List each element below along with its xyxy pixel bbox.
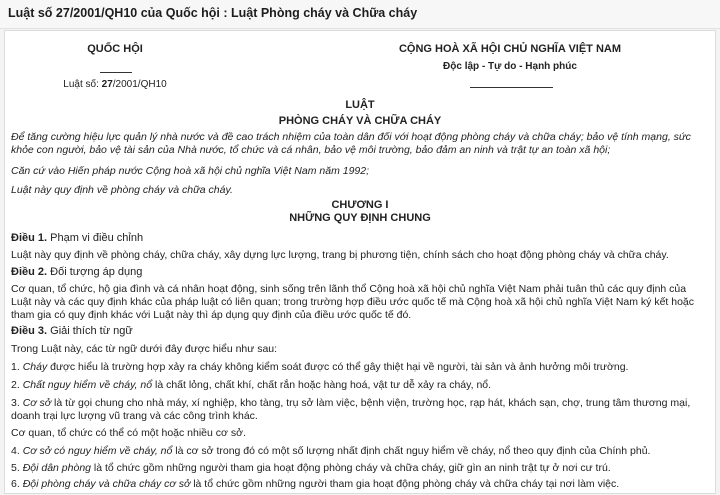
definition-5-term: Đội dân phòng	[22, 462, 91, 474]
article-3-intro: Trong Luật này, các từ ngữ dưới đây được hiểu như sau:	[11, 343, 278, 355]
definition-4-term: Cơ sở có nguy hiểm về cháy, nổ	[22, 445, 173, 457]
definition-1-text: được hiểu là trường hợp xảy ra cháy không kiểm soát được có thể gây thiệt hại về người, tài sản và ảnh hưởng môi trường.	[47, 361, 629, 373]
document-body	[4, 30, 716, 494]
definition-4	[11, 445, 709, 458]
definition-3-text: là từ gọi chung cho nhà máy, xí nghiệp, kho tàng, trụ sở làm việc, bệnh viện, trường học, rạp hát, khách sạn, chợ, trung tâm thương mại, doanh trại lực lượng vũ trang và các công trình khác.	[11, 397, 691, 422]
national-motto: Độc lập - Tự do - Hạnh phúc	[443, 61, 577, 72]
definition-2	[11, 379, 709, 392]
preamble-scope: Luật này quy định về phòng cháy và chữa cháy.	[11, 184, 233, 196]
law-number-prefix: Luật số:	[63, 79, 102, 90]
definition-2-term: Chất nguy hiểm về cháy, nổ	[22, 379, 153, 391]
article-3-heading	[11, 325, 709, 338]
definition-1-number: 1.	[11, 361, 23, 373]
issuer-name: QUỐC HỘI	[87, 43, 143, 55]
definition-5-text: là tổ chức gồm những người tham gia hoạt động phòng cháy và chữa cháy, giữ gìn an ninh trật tự ở nơi cư trú.	[91, 462, 611, 474]
definition-1	[11, 361, 709, 374]
article-2-label: Điều 2.	[11, 266, 48, 278]
definition-5-number: 5.	[11, 462, 23, 474]
motto-underline	[470, 87, 553, 88]
doc-type: LUẬT	[345, 99, 375, 111]
preamble-basis: Căn cứ vào Hiến pháp nước Cộng hoà xã hội chủ nghĩa Việt Nam năm 1992;	[11, 165, 370, 177]
definition-3	[11, 397, 709, 423]
article-2-title: Đối tượng áp dụng	[47, 266, 143, 278]
doc-title: PHÒNG CHÁY VÀ CHỮA CHÁY	[278, 115, 442, 127]
article-3-label: Điều 3.	[11, 325, 48, 337]
definition-6-text: là tổ chức gồm những người tham gia hoạt động phòng cháy và chữa cháy tại nơi làm việc.	[190, 478, 620, 490]
article-3-title: Giải thích từ ngữ	[47, 325, 133, 337]
definition-4-number: 4.	[11, 445, 23, 457]
definition-3-note: Cơ quan, tổ chức có thể có một hoặc nhiều cơ sở.	[11, 427, 246, 439]
article-1-title: Phạm vi điều chỉnh	[47, 232, 144, 244]
definition-6-term: Đội phòng cháy và chữa cháy cơ sở	[22, 478, 191, 490]
preamble-purpose: Để tăng cường hiệu lực quản lý nhà nước và đề cao trách nhiệm của toàn dân đối với hoạt động phòng cháy và chữa cháy; bảo vệ tính mạng, sức khỏe con người, bảo vệ tài sản của Nhà nước, tổ chức và cá nhân, bảo vệ môi trường, bảo đảm an ninh và trật tự an toàn xã hội;	[11, 131, 691, 156]
country-name: CỘNG HOÀ XÃ HỘI CHỦ NGHĨA VIỆT NAM	[398, 43, 622, 55]
definition-6	[11, 478, 709, 491]
definition-4-text: là cơ sở trong đó có một số lượng nhất định chất nguy hiểm về cháy, nổ theo quy định của Chính phủ.	[172, 445, 651, 457]
article-1-label: Điều 1.	[11, 232, 48, 244]
article-1-heading	[11, 232, 709, 245]
article-2-heading	[11, 266, 709, 279]
definition-1-term: Cháy	[22, 361, 48, 373]
chapter-number: CHƯƠNG I	[331, 199, 389, 211]
definition-3-term: Cơ sở	[22, 397, 52, 409]
definition-5	[11, 462, 709, 475]
law-number-suffix: /2001/QH10	[112, 79, 167, 90]
law-number-bold: 27	[101, 79, 113, 90]
definition-2-text: là chất lỏng, chất khí, chất rắn hoặc hàng hoá, vật tư dễ xảy ra cháy, nổ.	[152, 379, 492, 391]
window-title: Luật số 27/2001/QH10 của Quốc hội : Luật Phòng cháy và Chữa cháy	[8, 6, 418, 20]
definition-2-number: 2.	[11, 379, 23, 391]
article-2-text: Cơ quan, tổ chức, hộ gia đình và cá nhân hoạt động, sinh sống trên lãnh thổ Cộng hoà xã hội chủ nghĩa Việt Nam phải tuân thủ các quy định của Luật này và các quy định khác của pháp luật có liên quan; trong trường hợp điều ước quốc tế mà Cộng hoà xã hội chủ nghĩa Việt Nam ký kết hoặc tham gia có quy định khác với Luật này thì áp dụng quy định của điều ước quốc tế đó.	[11, 283, 695, 321]
definition-6-number: 6.	[11, 478, 23, 490]
issuer-underline	[100, 72, 132, 73]
title-bar	[0, 0, 720, 29]
law-number	[25, 79, 205, 90]
article-1-text: Luật này quy định về phòng cháy, chữa cháy, xây dựng lực lượng, trang bị phương tiện, chính sách cho hoạt động phòng cháy và chữa cháy.	[11, 249, 669, 261]
chapter-title: NHỮNG QUY ĐỊNH CHUNG	[289, 212, 431, 224]
definition-3-number: 3.	[11, 397, 23, 409]
